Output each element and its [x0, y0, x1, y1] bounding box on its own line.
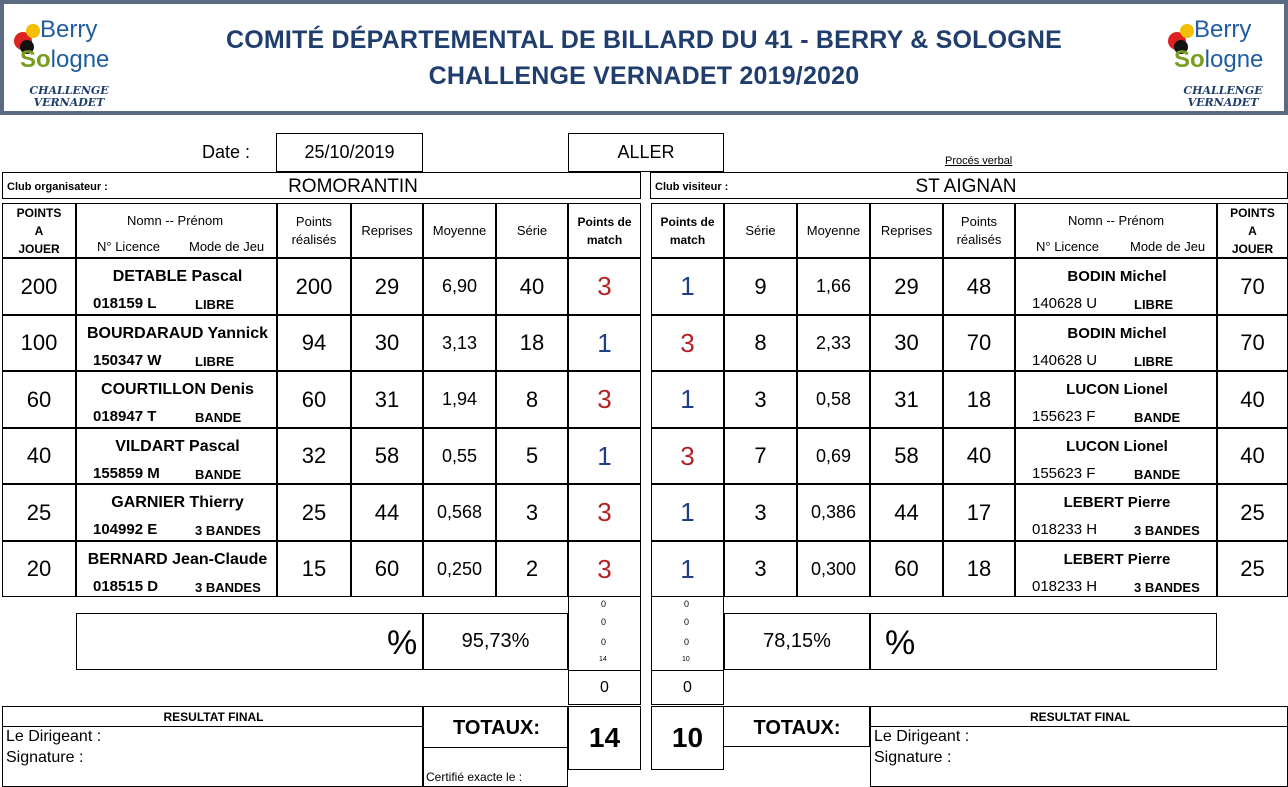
visitor-player-name: LEBERT Pierre [1063, 494, 1171, 511]
visitor-reprises: 44 [870, 484, 943, 541]
host-serie: 5 [496, 428, 568, 484]
host-club-row [2, 172, 641, 199]
visitor-club-name: ST AIGNAN [915, 176, 1017, 197]
host-reprises: 29 [351, 258, 423, 315]
visitor-points-realises: 18 [943, 371, 1015, 428]
visitor-player-licence: 155623 F [1032, 465, 1096, 482]
visitor-club-label: Club visiteur : [655, 181, 729, 193]
col-header-points-match: Points de match [568, 203, 641, 258]
host-points-realises: 200 [277, 258, 351, 315]
date-label: Date : [202, 142, 251, 162]
visitor-points-match: 1 [651, 484, 724, 541]
host-player-name: BOURDARAUD Yannick [86, 325, 269, 342]
host-player-cell [76, 541, 277, 597]
visitor-moyenne: 0,386 [797, 484, 870, 541]
visitor-result-box [870, 706, 1288, 787]
visitor-moyenne: 0,300 [797, 541, 870, 597]
host-serie: 3 [496, 484, 568, 541]
host-points-realises: 25 [277, 484, 351, 541]
host-reprises: 60 [351, 541, 423, 597]
visitor-player-mode: BANDE [1134, 467, 1181, 482]
visitor-points-a-jouer: 40 [1217, 428, 1288, 484]
visitor-points-a-jouer: 70 [1217, 315, 1288, 371]
logo-berry-text: Berry [40, 16, 98, 43]
visitor-points-a-jouer: 40 [1217, 371, 1288, 428]
visitor-points-match: 1 [651, 371, 724, 428]
page-subtitle: CHALLENGE VERNADET 2019/2020 [428, 62, 860, 90]
host-points-a-jouer: 200 [2, 258, 76, 315]
visitor-player-cell [1015, 428, 1217, 484]
visitor-dirigeant-label: Le Dirigeant : [874, 728, 970, 745]
visitor-points-realises: 70 [943, 315, 1015, 371]
host-reprises: 44 [351, 484, 423, 541]
host-player-mode: BANDE [195, 410, 242, 425]
col-header-points-a-jouer: POINTS A JOUER [2, 203, 76, 258]
visitor-points-match: 3 [651, 428, 724, 484]
logo-challenge-vernadet: CHALLENGE VERNADET [1183, 84, 1263, 109]
visitor-points-match: 1 [651, 258, 724, 315]
visitor-club-row [650, 172, 1288, 199]
col-header-points-a-jouer: POINTS A JOUER [1217, 203, 1288, 258]
leg-field[interactable]: ALLER [568, 133, 724, 172]
host-points-match: 3 [568, 258, 641, 315]
visitor-serie: 3 [724, 541, 797, 597]
host-player-mode: BANDE [195, 467, 242, 482]
visitor-total-value: 10 [651, 706, 724, 770]
visitor-player-mode: 3 BANDES [1134, 523, 1200, 538]
visitor-moyenne: 1,66 [797, 258, 870, 315]
host-points-a-jouer: 60 [2, 371, 76, 428]
host-points-realises: 94 [277, 315, 351, 371]
visitor-points-realises: 18 [943, 541, 1015, 597]
logo-berry-text: Berry [1194, 16, 1252, 43]
host-player-licence: 018947 T [93, 408, 157, 425]
col-header-nom: Nomn -- Prénom N° Licence Mode de Jeu [76, 203, 277, 258]
host-serie: 2 [496, 541, 568, 597]
visitor-player-name: LUCON Lionel [1066, 381, 1168, 398]
col-header-reprises: Reprises [351, 203, 423, 258]
visitor-reprises: 31 [870, 371, 943, 428]
visitor-points-match: 1 [651, 541, 724, 597]
visitor-moyenne: 2,33 [797, 315, 870, 371]
berry-sologne-logo-right [1164, 10, 1284, 110]
visitor-player-name: BODIN Michel [1067, 325, 1167, 342]
visitor-player-mode: LIBRE [1134, 297, 1173, 312]
visitor-player-name: LUCON Lionel [1066, 438, 1168, 455]
visitor-reprises: 30 [870, 315, 943, 371]
divider [3, 726, 422, 727]
host-player-name: BERNARD Jean-Claude [87, 551, 268, 568]
col-header-points-match: Points de match [651, 203, 724, 258]
host-points-match: 3 [568, 484, 641, 541]
visitor-zero-cell: 0 [651, 670, 724, 705]
page-header [0, 0, 1288, 115]
host-serie: 18 [496, 315, 568, 371]
visitor-small-values: 0 0 0 10 [682, 599, 690, 663]
visitor-reprises: 29 [870, 258, 943, 315]
visitor-points-a-jouer: 25 [1217, 484, 1288, 541]
visitor-player-licence: 018233 H [1032, 521, 1098, 538]
visitor-serie: 3 [724, 371, 797, 428]
host-player-cell [76, 484, 277, 541]
visitor-reprises: 58 [870, 428, 943, 484]
visitor-moyenne: 0,69 [797, 428, 870, 484]
visitor-player-mode: 3 BANDES [1134, 580, 1200, 595]
visitor-percent-box [870, 613, 1217, 670]
host-player-mode: LIBRE [195, 354, 234, 369]
col-header-nom: Nomn -- Prénom N° Licence Mode de Jeu [1015, 203, 1217, 258]
visitor-player-licence: 155623 F [1032, 408, 1096, 425]
host-moyenne: 6,90 [423, 258, 496, 315]
visitor-percent-value: 78,15% [724, 613, 870, 670]
visitor-points-a-jouer: 25 [1217, 541, 1288, 597]
host-player-name: COURTILLON Denis [101, 381, 254, 398]
host-points-realises: 32 [277, 428, 351, 484]
host-points-a-jouer: 25 [2, 484, 76, 541]
yellow-ball-icon [1180, 24, 1194, 38]
host-percent-symbol: % [387, 624, 418, 662]
visitor-points-realises: 48 [943, 258, 1015, 315]
host-dirigeant-label: Le Dirigeant : [6, 728, 102, 745]
visitor-moyenne: 0,58 [797, 371, 870, 428]
host-player-licence: 018159 L [93, 295, 157, 312]
host-player-name: DETABLE Pascal [112, 268, 243, 285]
visitor-player-name: LEBERT Pierre [1063, 551, 1171, 568]
visitor-points-match: 3 [651, 315, 724, 371]
host-serie: 8 [496, 371, 568, 428]
host-player-licence: 018515 D [93, 578, 159, 595]
host-points-match: 1 [568, 315, 641, 371]
host-signature-label: Signature : [6, 749, 84, 766]
date-field[interactable]: 25/10/2019 [276, 133, 423, 172]
host-points-a-jouer: 20 [2, 541, 76, 597]
host-player-name: VILDART Pascal [115, 438, 240, 455]
host-player-mode: 3 BANDES [195, 580, 261, 595]
visitor-points-realises: 40 [943, 428, 1015, 484]
logo-sologne-text: Sologne [1174, 46, 1264, 73]
visitor-player-mode: BANDE [1134, 410, 1181, 425]
berry-sologne-logo-left [10, 10, 130, 110]
host-reprises: 30 [351, 315, 423, 371]
col-header-serie: Série [724, 203, 797, 258]
visitor-player-cell [1015, 315, 1217, 371]
visitor-player-licence: 140628 U [1032, 295, 1098, 312]
divider [871, 726, 1287, 727]
host-percent-value: 95,73% [423, 613, 568, 670]
host-moyenne: 0,568 [423, 484, 496, 541]
host-points-a-jouer: 40 [2, 428, 76, 484]
host-total-value: 14 [568, 706, 641, 770]
host-totaux-label: TOTAUX: [452, 717, 541, 739]
visitor-serie: 9 [724, 258, 797, 315]
visitor-player-cell [1015, 371, 1217, 428]
host-moyenne: 0,55 [423, 428, 496, 484]
visitor-player-name: BODIN Michel [1067, 268, 1167, 285]
divider [424, 747, 567, 748]
host-totaux-box [423, 706, 568, 787]
host-player-mode: 3 BANDES [195, 523, 261, 538]
visitor-percent-symbol: % [885, 624, 916, 662]
host-percent-box [76, 613, 423, 670]
host-player-cell [76, 371, 277, 428]
proces-verbal-label: Procés verbal [945, 155, 1013, 167]
host-reprises: 31 [351, 371, 423, 428]
col-header-serie: Série [496, 203, 568, 258]
host-result-box [2, 706, 423, 787]
host-reprises: 58 [351, 428, 423, 484]
host-player-mode: LIBRE [195, 297, 234, 312]
visitor-serie: 3 [724, 484, 797, 541]
host-player-cell [76, 315, 277, 371]
host-points-realises: 15 [277, 541, 351, 597]
host-zero-cell: 0 [568, 670, 641, 705]
col-header-reprises: Reprises [870, 203, 943, 258]
host-player-licence: 150347 W [93, 352, 162, 369]
certifie-label: Certifié exacte le : [426, 770, 523, 784]
visitor-result-title: RESULTAT FINAL [1030, 710, 1130, 724]
host-points-match: 1 [568, 428, 641, 484]
visitor-serie: 7 [724, 428, 797, 484]
host-moyenne: 0,250 [423, 541, 496, 597]
page-title: COMITÉ DÉPARTEMENTAL DE BILLARD DU 41 - BERRY & SOLOGNE [225, 26, 1063, 54]
col-header-moyenne: Moyenne [423, 203, 496, 258]
visitor-player-cell [1015, 541, 1217, 597]
visitor-totaux-label: TOTAUX: [753, 717, 841, 739]
host-moyenne: 1,94 [423, 371, 496, 428]
logo-challenge-vernadet: CHALLENGE VERNADET [29, 84, 109, 109]
visitor-signature-label: Signature : [874, 749, 952, 766]
logo-sologne-text: Sologne [20, 46, 110, 73]
visitor-points-realises: 17 [943, 484, 1015, 541]
visitor-totaux-box [724, 706, 870, 747]
host-moyenne: 3,13 [423, 315, 496, 371]
host-player-cell [76, 258, 277, 315]
host-player-name: GARNIER Thierry [111, 494, 244, 511]
visitor-player-licence: 140628 U [1032, 352, 1098, 369]
host-player-cell [76, 428, 277, 484]
visitor-points-a-jouer: 70 [1217, 258, 1288, 315]
visitor-serie: 8 [724, 315, 797, 371]
host-points-a-jouer: 100 [2, 315, 76, 371]
host-club-name: ROMORANTIN [288, 176, 418, 197]
host-player-licence: 104992 E [93, 521, 158, 538]
host-club-label: Club organisateur : [7, 181, 108, 193]
col-header-moyenne: Moyenne [797, 203, 870, 258]
visitor-player-cell [1015, 258, 1217, 315]
host-points-match: 3 [568, 371, 641, 428]
host-points-match: 3 [568, 541, 641, 597]
visitor-player-licence: 018233 H [1032, 578, 1098, 595]
host-serie: 40 [496, 258, 568, 315]
host-player-licence: 155859 M [93, 465, 160, 482]
host-points-realises: 60 [277, 371, 351, 428]
col-header-points-realises: Points réalisés [277, 203, 351, 258]
host-small-values: 0 0 0 14 [599, 599, 607, 663]
col-header-points-realises: Points réalisés [943, 203, 1015, 258]
visitor-reprises: 60 [870, 541, 943, 597]
visitor-player-cell [1015, 484, 1217, 541]
visitor-player-mode: LIBRE [1134, 354, 1173, 369]
host-result-title: RESULTAT FINAL [163, 710, 264, 724]
